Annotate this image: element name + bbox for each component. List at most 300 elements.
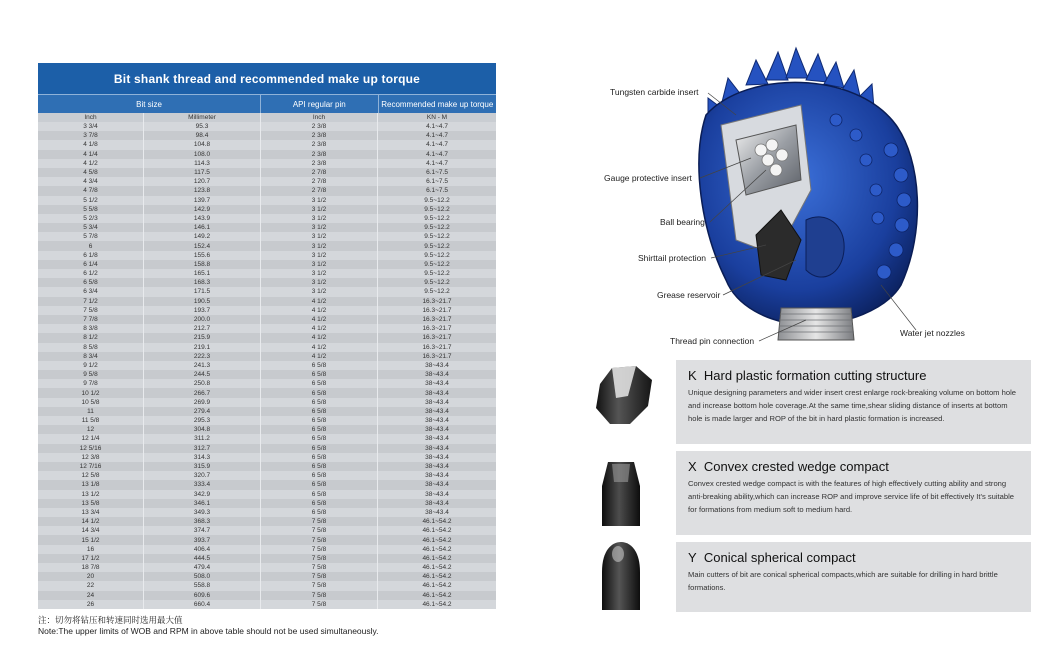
cell-torque: 38~43.4 xyxy=(425,435,449,443)
cell-inch: 6 3/4 xyxy=(38,287,144,296)
cell-pin: 3 1/2 xyxy=(261,223,378,232)
cell-inch: 8 5/8 xyxy=(38,343,144,352)
cell-inch: 7 7/8 xyxy=(38,315,144,324)
table-row xyxy=(38,205,496,214)
table-row xyxy=(38,554,496,563)
cell-pin: 6 5/8 xyxy=(261,499,378,508)
subheader-inch: Inch xyxy=(38,113,144,122)
cell-inch: 9 1/2 xyxy=(38,361,144,370)
cell-mm: 295.3 xyxy=(144,416,261,425)
cell-torque: 9.5~12.2 xyxy=(424,270,450,278)
cell-pin: 7 5/8 xyxy=(261,591,378,600)
cell-inch: 11 5/8 xyxy=(38,416,144,425)
cell-torque: 38~43.4 xyxy=(425,490,449,498)
cell-torque: 38~43.4 xyxy=(425,398,449,406)
cell-mm: 152.4 xyxy=(144,241,261,250)
cell-pin: 6 5/8 xyxy=(261,379,378,388)
cell-pin: 4 1/2 xyxy=(261,297,378,306)
cell-pin: 6 5/8 xyxy=(261,361,378,370)
insert-y-title: Conical spherical compact xyxy=(703,550,856,565)
cell-inch: 12 5/16 xyxy=(38,444,144,453)
cell-pin: 7 5/8 xyxy=(261,581,378,590)
cell-mm: 374.7 xyxy=(144,526,261,535)
table-row xyxy=(38,352,496,361)
cell-pin: 3 1/2 xyxy=(261,287,378,296)
table-row xyxy=(38,434,496,443)
table-body xyxy=(38,122,496,609)
cell-mm: 158.8 xyxy=(144,260,261,269)
cell-inch: 4 7/8 xyxy=(38,186,144,195)
cell-mm: 190.5 xyxy=(144,297,261,306)
table-subheader xyxy=(38,113,496,122)
cell-inch: 10 1/2 xyxy=(38,388,144,397)
cell-pin: 3 1/2 xyxy=(261,232,378,241)
table-row xyxy=(38,545,496,554)
cell-inch: 14 3/4 xyxy=(38,526,144,535)
cell-pin: 3 1/2 xyxy=(261,251,378,260)
cell-pin: 3 1/2 xyxy=(261,196,378,205)
cell-inch: 5 7/8 xyxy=(38,232,144,241)
table-row xyxy=(38,600,496,609)
table-row xyxy=(38,343,496,352)
table-row xyxy=(38,361,496,370)
cell-torque: 38~43.4 xyxy=(425,463,449,471)
cell-inch: 7 5/8 xyxy=(38,306,144,315)
cell-inch: 3 7/8 xyxy=(38,131,144,140)
cell-mm: 108.0 xyxy=(144,150,261,159)
table-row xyxy=(38,471,496,480)
cell-torque: 46.1~54.2 xyxy=(422,582,452,590)
cell-mm: 311.2 xyxy=(144,434,261,443)
table-row xyxy=(38,453,496,462)
cell-torque: 16.3~21.7 xyxy=(422,334,452,342)
cell-pin: 7 5/8 xyxy=(261,526,378,535)
cell-mm: 349.3 xyxy=(144,508,261,517)
cell-mm: 98.4 xyxy=(144,131,261,140)
cell-mm: 269.9 xyxy=(144,398,261,407)
table-row xyxy=(38,168,496,177)
cell-pin: 6 5/8 xyxy=(261,416,378,425)
cell-inch: 4 3/4 xyxy=(38,177,144,186)
cell-inch: 13 5/8 xyxy=(38,499,144,508)
cell-pin: 4 1/2 xyxy=(261,306,378,315)
cell-mm: 143.9 xyxy=(144,214,261,223)
cell-torque: 4.1~4.7 xyxy=(426,132,448,140)
table-row xyxy=(38,333,496,342)
cell-torque: 9.5~12.2 xyxy=(424,251,450,259)
table-row xyxy=(38,480,496,489)
cell-inch: 6 1/2 xyxy=(38,269,144,278)
cell-torque: 38~43.4 xyxy=(425,417,449,425)
cell-mm: 368.3 xyxy=(144,517,261,526)
cell-pin: 7 5/8 xyxy=(261,563,378,572)
table-row xyxy=(38,177,496,186)
cell-pin: 7 5/8 xyxy=(261,545,378,554)
table-row xyxy=(38,591,496,600)
table-row xyxy=(38,416,496,425)
cell-mm: 558.8 xyxy=(144,581,261,590)
cell-inch: 8 1/2 xyxy=(38,333,144,342)
cell-torque: 16.3~21.7 xyxy=(422,343,452,351)
cell-inch: 6 xyxy=(38,241,144,250)
insert-k-code: K xyxy=(688,368,697,383)
cell-torque: 16.3~21.7 xyxy=(422,325,452,333)
cell-torque: 16.3~21.7 xyxy=(422,316,452,324)
cell-inch: 17 1/2 xyxy=(38,554,144,563)
table-row xyxy=(38,581,496,590)
cell-pin: 6 5/8 xyxy=(261,480,378,489)
cell-inch: 14 1/2 xyxy=(38,517,144,526)
table-note xyxy=(38,615,379,637)
cell-pin: 6 5/8 xyxy=(261,490,378,499)
cell-mm: 104.8 xyxy=(144,140,261,149)
cell-inch: 13 1/2 xyxy=(38,490,144,499)
cell-mm: 168.3 xyxy=(144,278,261,287)
cell-inch: 12 xyxy=(38,425,144,434)
cell-inch: 22 xyxy=(38,581,144,590)
cell-mm: 120.7 xyxy=(144,177,261,186)
cell-torque: 9.5~12.2 xyxy=(424,233,450,241)
cell-torque: 16.3~21.7 xyxy=(422,352,452,360)
cell-inch: 6 1/8 xyxy=(38,251,144,260)
table-row xyxy=(38,223,496,232)
cell-mm: 266.7 xyxy=(144,388,261,397)
cell-inch: 8 3/4 xyxy=(38,352,144,361)
insert-panel-k xyxy=(676,360,1031,444)
cell-torque: 38~43.4 xyxy=(425,508,449,516)
cell-pin: 4 1/2 xyxy=(261,352,378,361)
cell-inch: 4 5/8 xyxy=(38,168,144,177)
table-row xyxy=(38,425,496,434)
label-shirttail: Shirttail protection xyxy=(638,253,707,263)
cell-inch: 16 xyxy=(38,545,144,554)
cell-inch: 9 5/8 xyxy=(38,370,144,379)
cell-pin: 6 5/8 xyxy=(261,407,378,416)
table-row xyxy=(38,572,496,581)
cell-inch: 7 1/2 xyxy=(38,297,144,306)
insert-panel-y xyxy=(676,542,1031,612)
table-row xyxy=(38,287,496,296)
cell-mm: 609.6 xyxy=(144,591,261,600)
cell-pin: 4 1/2 xyxy=(261,324,378,333)
cell-torque: 46.1~54.2 xyxy=(422,527,452,535)
table-row xyxy=(38,526,496,535)
cell-torque: 16.3~21.7 xyxy=(422,306,452,314)
cell-torque: 38~43.4 xyxy=(425,426,449,434)
cell-inch: 12 1/4 xyxy=(38,434,144,443)
table-row xyxy=(38,214,496,223)
cell-torque: 38~43.4 xyxy=(425,380,449,388)
cell-inch: 5 5/8 xyxy=(38,205,144,214)
cell-torque: 38~43.4 xyxy=(425,499,449,507)
insert-k-title: Hard plastic formation cutting structure xyxy=(703,368,927,383)
cell-inch: 4 1/4 xyxy=(38,150,144,159)
header-api-pin: API regular pin xyxy=(261,95,378,113)
cell-inch: 26 xyxy=(38,600,144,609)
cell-mm: 320.7 xyxy=(144,471,261,480)
cell-torque: 46.1~54.2 xyxy=(422,564,452,572)
table-row xyxy=(38,407,496,416)
cell-inch: 12 3/8 xyxy=(38,453,144,462)
table-row xyxy=(38,196,496,205)
cell-pin: 6 5/8 xyxy=(261,508,378,517)
cell-inch: 6 1/4 xyxy=(38,260,144,269)
x-insert-image xyxy=(598,458,644,530)
cell-torque: 9.5~12.2 xyxy=(424,279,450,287)
cell-inch: 11 xyxy=(38,407,144,416)
cell-pin: 7 5/8 xyxy=(261,554,378,563)
cell-torque: 6.1~7.5 xyxy=(426,178,448,186)
table-row xyxy=(38,232,496,241)
cell-inch: 9 7/8 xyxy=(38,379,144,388)
cell-pin: 6 5/8 xyxy=(261,398,378,407)
cell-torque: 4.1~4.7 xyxy=(426,141,448,149)
cell-torque: 46.1~54.2 xyxy=(422,591,452,599)
cell-torque: 38~43.4 xyxy=(425,389,449,397)
cell-pin: 6 5/8 xyxy=(261,471,378,480)
cell-pin: 3 1/2 xyxy=(261,214,378,223)
cell-pin: 7 5/8 xyxy=(261,535,378,544)
note-english: Note:The upper limits of WOB and RPM in above table should not be used simultaneously. xyxy=(38,626,379,636)
cell-pin: 4 1/2 xyxy=(261,333,378,342)
insert-y-code: Y xyxy=(688,550,697,565)
cell-inch: 12 7/16 xyxy=(38,462,144,471)
cell-mm: 660.4 xyxy=(144,600,261,609)
insert-x-heading xyxy=(676,451,1031,474)
table-row xyxy=(38,140,496,149)
cell-mm: 315.9 xyxy=(144,462,261,471)
insert-x-description: Convex crested wedge compact is with the features of high effectively cutting ability and strong anti-breaking ability,which can increase ROP and improve service life of bit effectively It's suitable for formations from medium soft to medium hard. xyxy=(688,479,1015,514)
cell-mm: 444.5 xyxy=(144,554,261,563)
cell-torque: 46.1~54.2 xyxy=(422,554,452,562)
cell-mm: 139.7 xyxy=(144,196,261,205)
subheader-mm: Millimeter xyxy=(144,113,261,122)
cell-torque: 4.1~4.7 xyxy=(426,123,448,131)
cell-mm: 200.0 xyxy=(144,315,261,324)
table-row xyxy=(38,499,496,508)
cell-mm: 212.7 xyxy=(144,324,261,333)
cell-inch: 13 1/8 xyxy=(38,480,144,489)
cell-pin: 6 5/8 xyxy=(261,453,378,462)
cell-torque: 46.1~54.2 xyxy=(422,536,452,544)
cell-pin: 3 1/2 xyxy=(261,260,378,269)
cell-mm: 508.0 xyxy=(144,572,261,581)
cell-mm: 123.8 xyxy=(144,186,261,195)
cell-mm: 279.4 xyxy=(144,407,261,416)
cell-pin: 2 3/8 xyxy=(261,131,378,140)
table-row xyxy=(38,251,496,260)
cell-torque: 38~43.4 xyxy=(425,481,449,489)
table-header xyxy=(38,94,496,113)
table-row xyxy=(38,535,496,544)
label-thread-pin: Thread pin connection xyxy=(670,336,755,346)
insert-x-code: X xyxy=(688,459,697,474)
cell-pin: 7 5/8 xyxy=(261,600,378,609)
insert-panel-x xyxy=(676,451,1031,535)
cell-mm: 165.1 xyxy=(144,269,261,278)
cell-mm: 393.7 xyxy=(144,535,261,544)
cell-inch: 18 7/8 xyxy=(38,563,144,572)
cell-inch: 5 1/2 xyxy=(38,196,144,205)
cell-pin: 6 5/8 xyxy=(261,388,378,397)
insert-k-heading xyxy=(676,360,1031,383)
table-row xyxy=(38,490,496,499)
cell-pin: 6 5/8 xyxy=(261,444,378,453)
table-row xyxy=(38,388,496,397)
label-gauge: Gauge protective insert xyxy=(604,173,692,183)
table-row xyxy=(38,324,496,333)
cell-inch: 5 2/3 xyxy=(38,214,144,223)
cell-mm: 149.2 xyxy=(144,232,261,241)
cell-torque: 38~43.4 xyxy=(425,361,449,369)
cell-mm: 244.5 xyxy=(144,370,261,379)
k-insert-image xyxy=(592,362,658,430)
cell-inch: 6 5/8 xyxy=(38,278,144,287)
cell-torque: 46.1~54.2 xyxy=(422,573,452,581)
table-row xyxy=(38,563,496,572)
insert-x-title: Convex crested wedge compact xyxy=(703,459,889,474)
cell-mm: 406.4 xyxy=(144,545,261,554)
cell-pin: 7 5/8 xyxy=(261,517,378,526)
cell-pin: 3 1/2 xyxy=(261,278,378,287)
cell-torque: 9.5~12.2 xyxy=(424,196,450,204)
cell-pin: 3 1/2 xyxy=(261,241,378,250)
subheader-pin-inch: Inch xyxy=(261,113,378,122)
table-row xyxy=(38,462,496,471)
cell-mm: 342.9 xyxy=(144,490,261,499)
cell-torque: 9.5~12.2 xyxy=(424,260,450,268)
cell-inch: 5 3/4 xyxy=(38,223,144,232)
cell-pin: 6 5/8 xyxy=(261,462,378,471)
cell-mm: 215.9 xyxy=(144,333,261,342)
cell-mm: 312.7 xyxy=(144,444,261,453)
cell-torque: 4.1~4.7 xyxy=(426,159,448,167)
cell-pin: 6 5/8 xyxy=(261,425,378,434)
table-row xyxy=(38,241,496,250)
cell-inch: 20 xyxy=(38,572,144,581)
cell-pin: 2 7/8 xyxy=(261,177,378,186)
cell-mm: 193.7 xyxy=(144,306,261,315)
table-row xyxy=(38,398,496,407)
cell-mm: 146.1 xyxy=(144,223,261,232)
cell-mm: 117.5 xyxy=(144,168,261,177)
cell-inch: 13 3/4 xyxy=(38,508,144,517)
cell-torque: 46.1~54.2 xyxy=(422,600,452,608)
cell-pin: 2 7/8 xyxy=(261,186,378,195)
cell-torque: 38~43.4 xyxy=(425,444,449,452)
cell-mm: 155.6 xyxy=(144,251,261,260)
header-torque: Recommended make up torque xyxy=(381,99,494,109)
header-bit-size: Bit size xyxy=(38,95,261,113)
table-title: Bit shank thread and recommended make up torque xyxy=(38,63,496,94)
cell-pin: 4 1/2 xyxy=(261,343,378,352)
cell-torque: 9.5~12.2 xyxy=(424,242,450,250)
cell-inch: 4 1/2 xyxy=(38,159,144,168)
cell-inch: 3 3/4 xyxy=(38,122,144,131)
cell-mm: 171.5 xyxy=(144,287,261,296)
cell-inch: 4 1/8 xyxy=(38,140,144,149)
cell-torque: 9.5~12.2 xyxy=(424,214,450,222)
cell-pin: 2 3/8 xyxy=(261,140,378,149)
cell-pin: 2 3/8 xyxy=(261,122,378,131)
cell-mm: 219.1 xyxy=(144,343,261,352)
table-row xyxy=(38,278,496,287)
table-row xyxy=(38,260,496,269)
cell-torque: 16.3~21.7 xyxy=(422,297,452,305)
label-grease: Grease reservoir xyxy=(657,290,721,300)
cell-pin: 3 1/2 xyxy=(261,269,378,278)
cell-inch: 8 3/8 xyxy=(38,324,144,333)
cell-mm: 241.3 xyxy=(144,361,261,370)
cell-mm: 222.3 xyxy=(144,352,261,361)
cell-mm: 314.3 xyxy=(144,453,261,462)
table-row xyxy=(38,297,496,306)
table-row xyxy=(38,379,496,388)
cell-torque: 4.1~4.7 xyxy=(426,150,448,158)
cell-torque: 9.5~12.2 xyxy=(424,205,450,213)
table-row xyxy=(38,122,496,131)
cell-torque: 6.1~7.5 xyxy=(426,169,448,177)
insert-k-description: Unique designing parameters and wider insert crest enlarge rock-breaking volume on bottom hole and increase bottom hole coverage.At the same time,shear sliding distance of inserts at bottom hole is made larger and ROP of the bit in hard plastic formation is increased. xyxy=(688,388,1016,423)
cell-torque: 38~43.4 xyxy=(425,453,449,461)
cell-pin: 2 3/8 xyxy=(261,159,378,168)
table-row xyxy=(38,508,496,517)
cell-torque: 46.1~54.2 xyxy=(422,545,452,553)
cell-torque: 38~43.4 xyxy=(425,371,449,379)
cell-inch: 10 5/8 xyxy=(38,398,144,407)
cell-mm: 333.4 xyxy=(144,480,261,489)
table-row xyxy=(38,150,496,159)
table-row xyxy=(38,315,496,324)
label-nozzles: Water jet nozzles xyxy=(900,328,965,338)
cell-torque: 38~43.4 xyxy=(425,407,449,415)
table-row xyxy=(38,269,496,278)
cell-torque: 38~43.4 xyxy=(425,472,449,480)
torque-table xyxy=(38,63,496,609)
label-tungsten: Tungsten carbide insert xyxy=(610,87,699,97)
table-row xyxy=(38,517,496,526)
cell-inch: 15 1/2 xyxy=(38,535,144,544)
table-row xyxy=(38,131,496,140)
cell-pin: 6 5/8 xyxy=(261,370,378,379)
cell-pin: 2 7/8 xyxy=(261,168,378,177)
insert-y-description: Main cutters of bit are conical spherical compacts,which are suitable for drilling in hard brittle formations. xyxy=(688,570,998,592)
subheader-unit: KN - M xyxy=(426,114,448,121)
cell-mm: 114.3 xyxy=(144,159,261,168)
note-chinese: 注：切勿将钻压和转速同时选用最大值 xyxy=(38,615,183,625)
cell-pin: 2 3/8 xyxy=(261,150,378,159)
drill-bit-diagram xyxy=(596,40,1026,360)
table-row xyxy=(38,186,496,195)
cell-torque: 9.5~12.2 xyxy=(424,224,450,232)
y-insert-image xyxy=(598,540,644,612)
cell-inch: 24 xyxy=(38,591,144,600)
table-row xyxy=(38,444,496,453)
cell-inch: 12 5/8 xyxy=(38,471,144,480)
label-ball-bearing: Ball bearing xyxy=(660,217,705,227)
cell-mm: 479.4 xyxy=(144,563,261,572)
cell-mm: 95.3 xyxy=(144,122,261,131)
cell-pin: 3 1/2 xyxy=(261,205,378,214)
table-row xyxy=(38,159,496,168)
table-row xyxy=(38,306,496,315)
cell-pin: 7 5/8 xyxy=(261,572,378,581)
cell-pin: 6 5/8 xyxy=(261,434,378,443)
cell-mm: 250.8 xyxy=(144,379,261,388)
cell-mm: 304.8 xyxy=(144,425,261,434)
insert-y-heading xyxy=(676,542,1031,565)
cell-torque: 6.1~7.5 xyxy=(426,187,448,195)
